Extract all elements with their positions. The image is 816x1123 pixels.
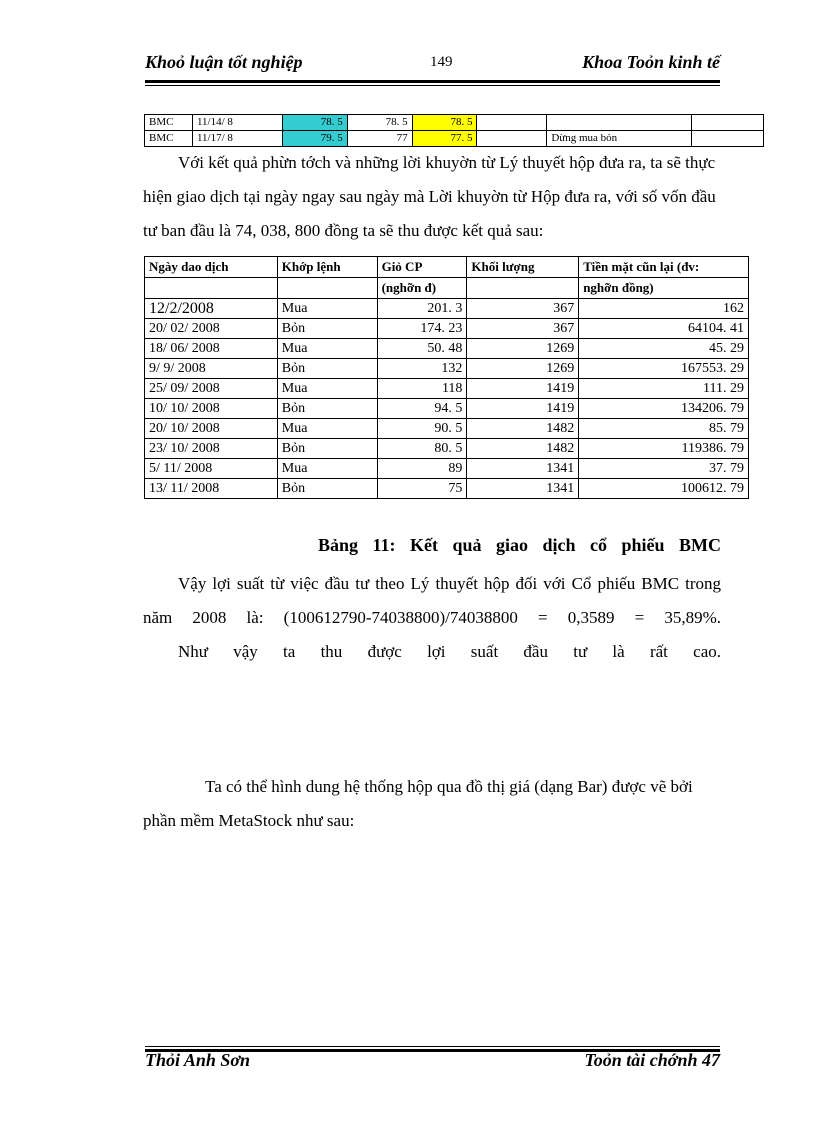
- note-cell: [547, 115, 692, 131]
- col-header-cash: Tiền mặt cũn lại (đv:: [579, 257, 749, 278]
- col-header-date: Ngày dao dịch: [145, 257, 278, 278]
- date-cell: 18/ 06/ 2008: [145, 339, 278, 359]
- table-row: [145, 479, 749, 499]
- cash-cell: 119386. 79: [579, 439, 749, 459]
- table-header-row: [145, 278, 749, 299]
- table-row: [145, 379, 749, 399]
- col-header-volume: Khối lượng: [467, 257, 579, 278]
- order-cell: Bỏn: [277, 479, 377, 499]
- date-cell: 11/14/ 8: [192, 115, 282, 131]
- cash-cell: 134206. 79: [579, 399, 749, 419]
- date-cell: 9/ 9/ 2008: [145, 359, 278, 379]
- date-cell: 13/ 11/ 2008: [145, 479, 278, 499]
- table-row: [145, 115, 764, 131]
- price-cell: 201. 3: [377, 299, 467, 319]
- table-row: [145, 459, 749, 479]
- result-conclusion: Như vậy ta thu được lợi suất đầu tư là rất cao.: [178, 642, 721, 661]
- order-cell: Bỏn: [277, 359, 377, 379]
- value-cell: 78. 5: [412, 115, 477, 131]
- signal-table: [144, 114, 764, 147]
- footer-author: Thỏi Anh Sơn: [145, 1050, 251, 1070]
- chart-intro-paragraph: Ta có thể hình dung hệ thống hộp qua đồ thị giá (dạng Bar) được vẽ bởi phần mềm MetaStock như sau:: [143, 777, 693, 830]
- volume-cell: 367: [467, 319, 579, 339]
- col-header-empty: [467, 278, 579, 299]
- footer-class: Toỏn tài chớnh 47: [584, 1050, 720, 1070]
- col-header-price: Giỏ CP: [377, 257, 467, 278]
- table-row: [145, 319, 749, 339]
- header-left-title: Khoỏ luận tốt nghiệp: [145, 52, 303, 72]
- header-rule-thick: [145, 80, 720, 83]
- table-row: [145, 359, 749, 379]
- value-cell: 77: [347, 131, 412, 147]
- order-cell: Bỏn: [277, 439, 377, 459]
- col-header-empty: [145, 278, 278, 299]
- cash-cell: 162: [579, 299, 749, 319]
- trade-results-table: [144, 256, 749, 499]
- result-text: Vậy lợi suất từ việc đầu tư theo Lý thuyết hộp đối với Cổ phiếu BMC trong năm 2008 là: (100612790-74038800)/74038800 = 0,3589 = 35,89%.: [143, 574, 721, 627]
- col-header-empty: [277, 278, 377, 299]
- page-header: [145, 50, 720, 80]
- footer-rule-thin: [145, 1046, 720, 1047]
- order-cell: Bỏn: [277, 399, 377, 419]
- cash-cell: 37. 79: [579, 459, 749, 479]
- price-cell: 174. 23: [377, 319, 467, 339]
- price-cell: 90. 5: [377, 419, 467, 439]
- cash-cell: 64104. 41: [579, 319, 749, 339]
- page-number: 149: [430, 54, 453, 70]
- price-cell: 80. 5: [377, 439, 467, 459]
- table-row: [145, 339, 749, 359]
- value-cell: 77. 5: [412, 131, 477, 147]
- order-cell: Mua: [277, 459, 377, 479]
- empty-cell: [692, 131, 764, 147]
- volume-cell: 1269: [467, 359, 579, 379]
- cash-cell: 111. 29: [579, 379, 749, 399]
- volume-cell: 367: [467, 299, 579, 319]
- empty-cell: [477, 131, 547, 147]
- cash-cell: 45. 29: [579, 339, 749, 359]
- order-cell: Mua: [277, 419, 377, 439]
- price-cell: 132: [377, 359, 467, 379]
- price-cell: 94. 5: [377, 399, 467, 419]
- table-row: [145, 131, 764, 147]
- ticker-cell: BMC: [145, 131, 193, 147]
- cash-cell: 85. 79: [579, 419, 749, 439]
- ticker-cell: BMC: [145, 115, 193, 131]
- volume-cell: 1419: [467, 399, 579, 419]
- date-cell: 10/ 10/ 2008: [145, 399, 278, 419]
- price-cell: 75: [377, 479, 467, 499]
- header-right-title: Khoa Toỏn kinh tế: [582, 52, 720, 72]
- col-header-order: Khớp lệnh: [277, 257, 377, 278]
- col-header-price-unit: (nghỡn đ): [377, 278, 467, 299]
- table-caption: Bảng 11: Kết quả giao dịch cổ phiếu BMC: [317, 535, 721, 555]
- table-row: [145, 439, 749, 459]
- date-cell: 5/ 11/ 2008: [145, 459, 278, 479]
- table-row: [145, 419, 749, 439]
- volume-cell: 1419: [467, 379, 579, 399]
- empty-cell: [477, 115, 547, 131]
- date-cell: 12/2/2008: [145, 299, 278, 319]
- date-cell: 20/ 02/ 2008: [145, 319, 278, 339]
- header-rule-thin: [145, 85, 720, 86]
- price-cell: 89: [377, 459, 467, 479]
- volume-cell: 1482: [467, 419, 579, 439]
- volume-cell: 1269: [467, 339, 579, 359]
- volume-cell: 1341: [467, 479, 579, 499]
- volume-cell: 1482: [467, 439, 579, 459]
- empty-cell: [692, 115, 764, 131]
- col-header-cash-unit: nghỡn đồng): [579, 278, 749, 299]
- date-cell: 20/ 10/ 2008: [145, 419, 278, 439]
- order-cell: Mua: [277, 339, 377, 359]
- date-cell: 11/17/ 8: [192, 131, 282, 147]
- order-cell: Bỏn: [277, 319, 377, 339]
- result-paragraph: [143, 567, 721, 669]
- value-cell: 79. 5: [282, 131, 347, 147]
- table-row: [145, 399, 749, 419]
- value-cell: 78. 5: [347, 115, 412, 131]
- volume-cell: 1341: [467, 459, 579, 479]
- note-cell: Dừng mua bỏn: [547, 131, 692, 147]
- order-cell: Mua: [277, 299, 377, 319]
- date-cell: 23/ 10/ 2008: [145, 439, 278, 459]
- cash-cell: 167553. 29: [579, 359, 749, 379]
- price-cell: 50. 48: [377, 339, 467, 359]
- table-row: [145, 299, 749, 319]
- value-cell: 78. 5: [282, 115, 347, 131]
- cash-cell: 100612. 79: [579, 479, 749, 499]
- intro-paragraph: Với kết quả phừn tớch và những lời khuyờn từ Lý thuyết hộp đưa ra, ta sẽ thực hiện giao dịch tại ngày ngay sau ngày mà Lời khuyờn từ Hộp đưa ra, với số vốn đầu tư ban đầu là 74, 038, 800 đồng ta sẽ thu được kết quả sau:: [143, 153, 716, 240]
- table-header-row: [145, 257, 749, 278]
- date-cell: 25/ 09/ 2008: [145, 379, 278, 399]
- order-cell: Mua: [277, 379, 377, 399]
- price-cell: 118: [377, 379, 467, 399]
